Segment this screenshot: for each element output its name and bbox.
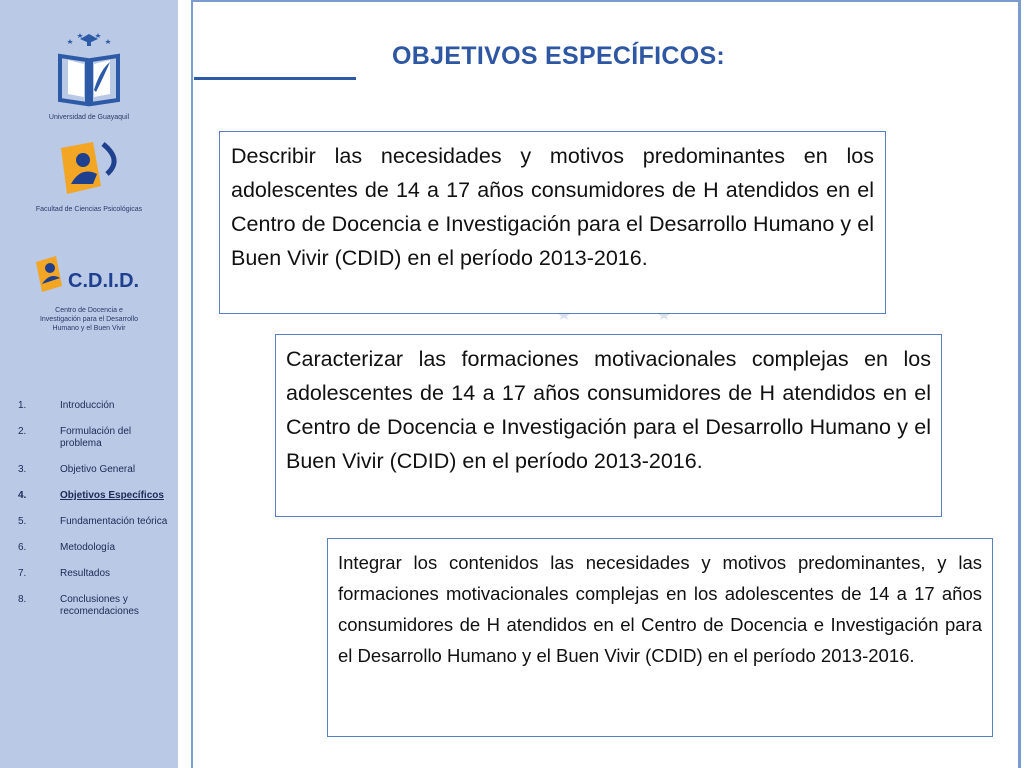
- nav-item-label: Fundamentación teórica: [60, 516, 168, 527]
- sidebar-gutter: [178, 0, 192, 768]
- nav-item-label: Objetivos Específicos: [60, 490, 164, 501]
- faculty-caption: Facultad de Ciencias Psicológicas: [35, 206, 143, 213]
- cdid-logo: [0, 250, 178, 333]
- nav-item-number: 7.: [18, 568, 27, 579]
- nav-item[interactable]: [18, 490, 168, 502]
- faculty-logo: [0, 140, 178, 214]
- title-underline: [194, 77, 356, 80]
- nav-item-label: Objetivo General: [60, 464, 136, 475]
- section-nav: [18, 400, 168, 632]
- nav-item-number: 3.: [18, 464, 27, 475]
- cdid-caption: Centro de Docencia e Investigación para el Desarrollo Humano y el Buen Vivir: [39, 307, 139, 332]
- objective-box-1: Describir las necesidades y motivos predominantes en los adolescentes de 14 a 17 años consumidores de H atendidos en el Centro de Docencia e Investigación para el Desarrollo Humano y el Buen Vivir (CDID) en el período 2013-2016.: [219, 131, 886, 314]
- nav-item[interactable]: [18, 464, 168, 476]
- nav-item-number: 8.: [18, 594, 27, 605]
- university-crest-icon: [54, 30, 124, 108]
- nav-item-label: Formulación del problema: [60, 426, 132, 449]
- university-caption: Universidad de Guayaquil: [48, 114, 130, 121]
- faculty-emblem-icon: [53, 140, 125, 196]
- nav-item[interactable]: [18, 568, 168, 580]
- cdid-logo-text: C.D.I.D.: [68, 270, 140, 292]
- nav-item-label: Metodología: [60, 542, 116, 553]
- nav-item[interactable]: [18, 400, 168, 412]
- nav-item-number: 4.: [18, 490, 27, 501]
- nav-item[interactable]: [18, 594, 168, 618]
- sidebar: [0, 0, 178, 768]
- objective-box-3: Integrar los contenidos las necesidades y motivos predominantes, y las formaciones motivacionales complejas en los adolescentes de 14 a 17 años consumidores de H atendidos en el Centro de Docencia e Investigación para el Desarrollo Humano y el Buen Vivir (CDID) en el período 2013-2016.: [327, 538, 993, 737]
- nav-item-number: 2.: [18, 426, 27, 437]
- nav-item[interactable]: [18, 516, 168, 528]
- page-title: OBJETIVOS ESPECÍFICOS:: [392, 42, 726, 70]
- cdid-emblem-icon: [34, 252, 70, 294]
- nav-item[interactable]: [18, 542, 168, 554]
- nav-item[interactable]: [18, 426, 168, 450]
- nav-item-number: 5.: [18, 516, 27, 527]
- university-logo: [0, 30, 178, 122]
- nav-item-number: 6.: [18, 542, 27, 553]
- nav-item-label: Conclusiones y recomendaciones: [60, 594, 139, 617]
- objective-box-2: Caracterizar las formaciones motivacionales complejas en los adolescentes de 14 a 17 años consumidores de H atendidos en el Centro de Docencia e Investigación para el Desarrollo Humano y el Buen Vivir (CDID) en el período 2013-2016.: [275, 334, 942, 517]
- nav-item-number: 1.: [18, 400, 27, 411]
- nav-item-label: Resultados: [60, 568, 111, 579]
- nav-item-label: Introducción: [60, 400, 115, 411]
